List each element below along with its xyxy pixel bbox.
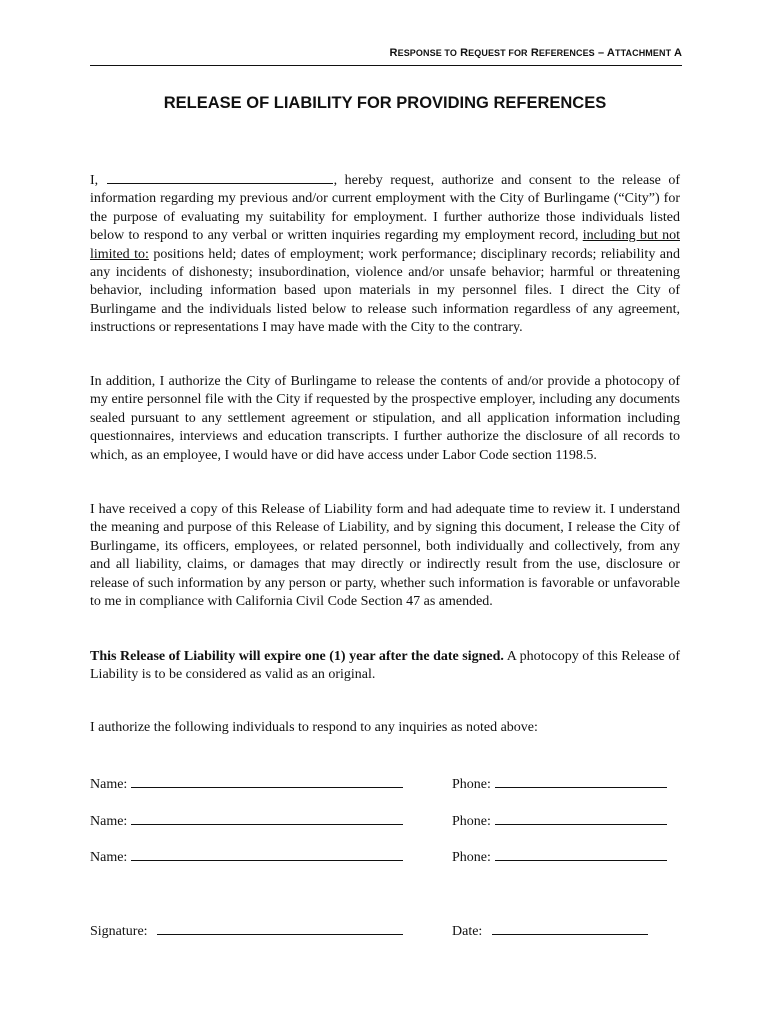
paragraph-text: , hereby request, authorize and consent to the release of information regarding my previous and/or current employment with the City of Burlingame (“City”) for the purpose of evaluating my suitability for employment. I further authorize those individuals listed below to respond to any verbal or written inquiries regarding my employment record, xyxy=(90,173,681,244)
reference-phone-field xyxy=(452,848,667,866)
header-text: R xyxy=(530,47,539,59)
personnel-file-paragraph: In addition, I authorize the City of Burlingame to release the contents of and/or provide a photocopy of my entire personnel file with the City if requested by the prospective employer, including any documents sealed pursuant to any settlement agreement or stipulation, and all application information including questionnaires, interviews and education transcripts. I further authorize the disclosure of all records to which, as an employee, I would have or did have access under Labor Code section 1198.5. xyxy=(90,374,680,463)
name-input-line[interactable] xyxy=(131,812,403,825)
header-text: R xyxy=(389,47,398,59)
reference-name-field xyxy=(90,775,403,793)
reference-row xyxy=(90,848,682,868)
name-input-line[interactable] xyxy=(131,848,403,861)
signature-field xyxy=(90,922,403,940)
field-label: Phone: xyxy=(452,777,491,792)
document-title: RELEASE OF LIABILITY FOR PROVIDING REFERENCES xyxy=(163,94,607,112)
name-input-line[interactable] xyxy=(131,775,403,788)
authorization-paragraph: I authorize the following individuals to respond to any inquiries as noted above: xyxy=(90,720,538,735)
phone-input-line[interactable] xyxy=(495,848,667,861)
applicant-name-field[interactable] xyxy=(107,171,333,184)
header-text: EFERENCES xyxy=(538,48,595,58)
date-field xyxy=(452,922,648,940)
reference-row xyxy=(90,775,682,795)
header-text: A xyxy=(606,47,615,59)
header-text: ESPONSE TO xyxy=(397,48,457,58)
header-text: – xyxy=(597,47,605,59)
header-text: A xyxy=(673,47,682,59)
date-input-line[interactable] xyxy=(492,922,648,935)
underlined-text: including but not limited to: xyxy=(90,228,680,262)
field-label: Name: xyxy=(90,777,128,792)
reference-row xyxy=(90,812,682,832)
phone-input-line[interactable] xyxy=(495,775,667,788)
consent-paragraph xyxy=(90,171,680,338)
header-text: R xyxy=(460,47,469,59)
reference-name-field xyxy=(90,812,403,830)
reference-phone-field xyxy=(452,775,667,793)
field-label: Date: xyxy=(452,924,483,939)
reference-name-field xyxy=(90,848,403,866)
signature-input-line[interactable] xyxy=(157,922,403,935)
field-label: Name: xyxy=(90,850,128,865)
expiration-paragraph xyxy=(90,648,680,685)
field-label: Name: xyxy=(90,814,128,829)
acknowledgement-paragraph: I have received a copy of this Release of Liability form and had adequate time to review it. I understand the meaning and purpose of this Release of Liability, and by signing this document, I release the City of Burlingame, its officers, employees, or related personnel, both individually and collectively, from any and all liability, claims, or damages that may directly or indirectly result from the use, disclosure or release of such information by any person or party, whether such information is favorable or unfavorable to me in compliance with California Civil Code Section 47 as amended. xyxy=(90,502,680,610)
paragraph-text: A photocopy of this Release of Liability is to be considered as valid as an original. xyxy=(90,649,680,683)
bold-text: This Release of Liability will expire one (1) year after the date signed. xyxy=(90,649,504,664)
reference-phone-field xyxy=(452,812,667,830)
header-text: TTACHMENT xyxy=(614,48,672,58)
paragraph-text: I, xyxy=(90,173,99,188)
field-label: Phone: xyxy=(452,814,491,829)
header-text: EQUEST FOR xyxy=(468,48,528,58)
paragraph-text: positions held; dates of employment; work performance; disciplinary records; reliability and any incidents of dishonesty; insubordination, violence and/or unsafe behavior; harmful or threatening behavior, including information based upon materials in my personnel files. I direct the City of Burlingame and the individuals listed below to release such information regardless of any agreement, instructions or representations I may have made with the City to the contrary. xyxy=(90,246,680,336)
phone-input-line[interactable] xyxy=(495,812,667,825)
running-header xyxy=(90,47,682,66)
signature-row xyxy=(90,922,682,942)
field-label: Signature: xyxy=(90,924,148,939)
field-label: Phone: xyxy=(452,850,491,865)
